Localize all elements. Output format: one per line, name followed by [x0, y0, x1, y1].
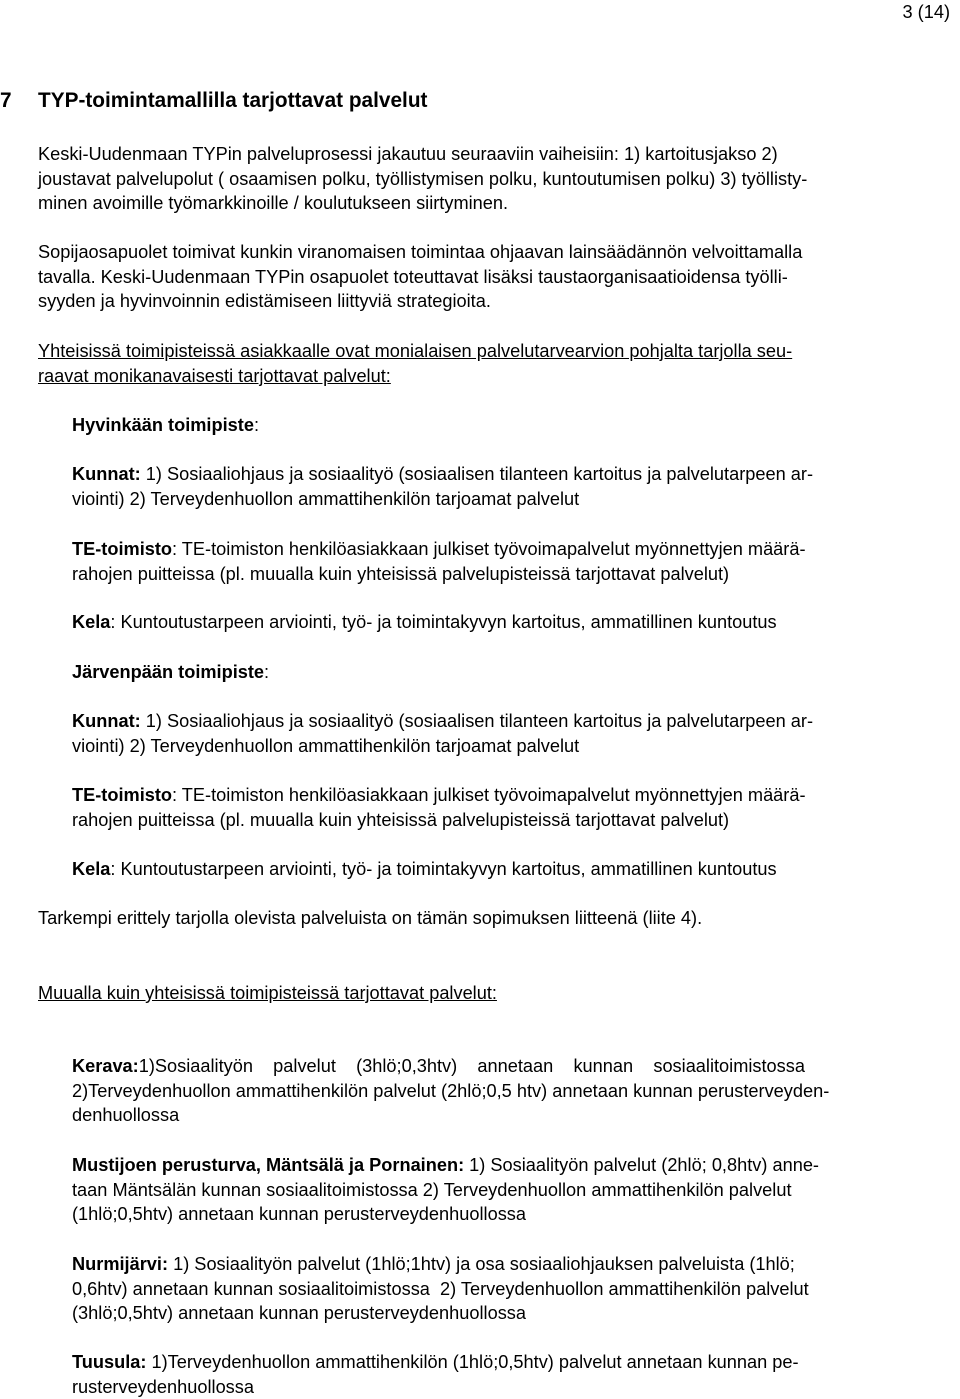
- municipality-label: Nurmijärvi:: [72, 1254, 169, 1274]
- jarvenpaa-kela: Kela: Kuntoutustarpeen arviointi, työ- ja toimintakyvyn kartoitus, ammatillinen kuntoutus: [72, 859, 777, 879]
- kunnat-label: Kunnat:: [72, 464, 141, 484]
- text-line: minen avoimille työmarkkinoille / koulutukseen siirtyminen.: [38, 193, 509, 213]
- municipality-label: Kerava:: [72, 1056, 139, 1076]
- intro-paragraph-1: [38, 142, 956, 216]
- section-title: TYP-toimintamallilla tarjottavat palvelut: [38, 89, 428, 112]
- te-label: TE-toimisto: [72, 785, 173, 805]
- kerava-entry: Kerava:1)Sosiaalityön palvelut (3hlö;0,3htv) annetaan kunnan sosiaalitoimistossa 2)Terveydenhuollon ammattihenkilön palvelut (2hlö;0,5 htv) annetaan kunnan perusterveyden- denhuollossa: [72, 1056, 830, 1125]
- elsewhere-heading: Muualla kuin yhteisissä toimipisteissä tarjottavat palvelut:: [38, 983, 497, 1003]
- shared-services-intro: [38, 339, 956, 388]
- nurmijarvi-entry: Nurmijärvi: 1) Sosiaalityön palvelut (1hlö;1htv) ja osa sosiaaliohjauksen palveluista (1hlö; 0,6htv) annetaan kunnan sosiaalitoimistossa 2) Terveydenhuollon ammattihenkilön palvelut (3hlö;0,5htv) annetaan kunnan perusterveydenhuollossa: [72, 1254, 809, 1323]
- mustijoki-entry: Mustijoen perusturva, Mäntsälä ja Pornainen: 1) Sosiaalityön palvelut (2hlö; 0,8htv) anne- taan Mäntsälän kunnan sosiaalitoimistossa 2) Terveydenhuollon ammattihenkilön palvelut (1hlö;0,5htv) annetaan kunnan perusterveydenhuollossa: [72, 1155, 819, 1224]
- text-line: joustavat palvelupolut ( osaamisen polku, työllistymisen polku, kuntoutumisen polku) 3) työllisty-: [38, 168, 808, 189]
- office-name: Hyvinkään toimipiste: [72, 415, 254, 435]
- details-note: Tarkempi erittely tarjolla olevista palveluista on tämän sopimuksen liitteenä (liite 4).: [38, 908, 703, 928]
- municipality-label: Tuusula:: [72, 1352, 147, 1372]
- page-number: 3 (14): [902, 2, 950, 22]
- jarvenpaa-heading: Järvenpään toimipiste:: [72, 662, 270, 682]
- text-line: tavalla. Keski-Uudenmaan TYPin osapuolet toteuttavat lisäksi taustaorganisaatioidensa työlli-: [38, 266, 788, 287]
- hyvinkaa-heading: Hyvinkään toimipiste:: [72, 415, 259, 435]
- te-label: TE-toimisto: [72, 539, 173, 559]
- tuusula-entry: Tuusula: 1)Terveydenhuollon ammattihenkilön (1hlö;0,5htv) palvelut annetaan kunnan pe- rusterveydenhuollossa: [72, 1352, 799, 1397]
- hyvinkaa-kunnat: Kunnat: 1) Sosiaaliohjaus ja sosiaalityö (sosiaalisen tilanteen kartoitus ja palvelutarpeen ar- viointi) 2) Terveydenhuollon ammattihenkilön tarjoamat palvelut: [72, 464, 814, 509]
- intro-paragraph-2: [38, 240, 956, 314]
- kela-label: Kela: [72, 859, 111, 879]
- kunnat-label: Kunnat:: [72, 711, 141, 731]
- office-name: Järvenpään toimipiste: [72, 662, 265, 682]
- section-number: 7: [0, 89, 12, 112]
- jarvenpaa-kunnat: Kunnat: 1) Sosiaaliohjaus ja sosiaalityö (sosiaalisen tilanteen kartoitus ja palvelutarpeen ar- viointi) 2) Terveydenhuollon ammattihenkilön tarjoamat palvelut: [72, 711, 814, 756]
- text-line: raavat monikanavaisesti tarjottavat palvelut:: [38, 365, 391, 386]
- text-line: syyden ja hyvinvoinnin edistämiseen liittyviä strategioita.: [38, 291, 491, 311]
- municipality-label: Mustijoen perusturva, Mäntsälä ja Pornainen:: [72, 1155, 465, 1175]
- text-line: Sopijaosapuolet toimivat kunkin viranomaisen toimintaa ohjaavan lainsäädännön velvoittamalla: [38, 242, 803, 262]
- text-line: Yhteisissä toimipisteissä asiakkaalle ovat monialaisen palvelutarvearvion pohjalta tarjolla seu-: [38, 341, 793, 361]
- hyvinkaa-te-toimisto: TE-toimisto: TE-toimiston henkilöasiakkaan julkiset työvoimapalvelut myönnettyjen määrä- rahojen puitteissa (pl. muualla kuin yhteisissä palvelupisteissä tarjottavat palvelut): [72, 539, 806, 584]
- jarvenpaa-te-toimisto: TE-toimisto: TE-toimiston henkilöasiakkaan julkiset työvoimapalvelut myönnettyjen määrä- rahojen puitteissa (pl. muualla kuin yhteisissä palvelupisteissä tarjottavat palvelut): [72, 785, 806, 830]
- hyvinkaa-kela: Kela: Kuntoutustarpeen arviointi, työ- ja toimintakyvyn kartoitus, ammatillinen kuntoutus: [72, 612, 777, 632]
- text-line: Keski-Uudenmaan TYPin palveluprosessi jakautuu seuraaviin vaiheisiin: 1) kartoitusjakso 2): [38, 144, 778, 164]
- kela-label: Kela: [72, 612, 111, 632]
